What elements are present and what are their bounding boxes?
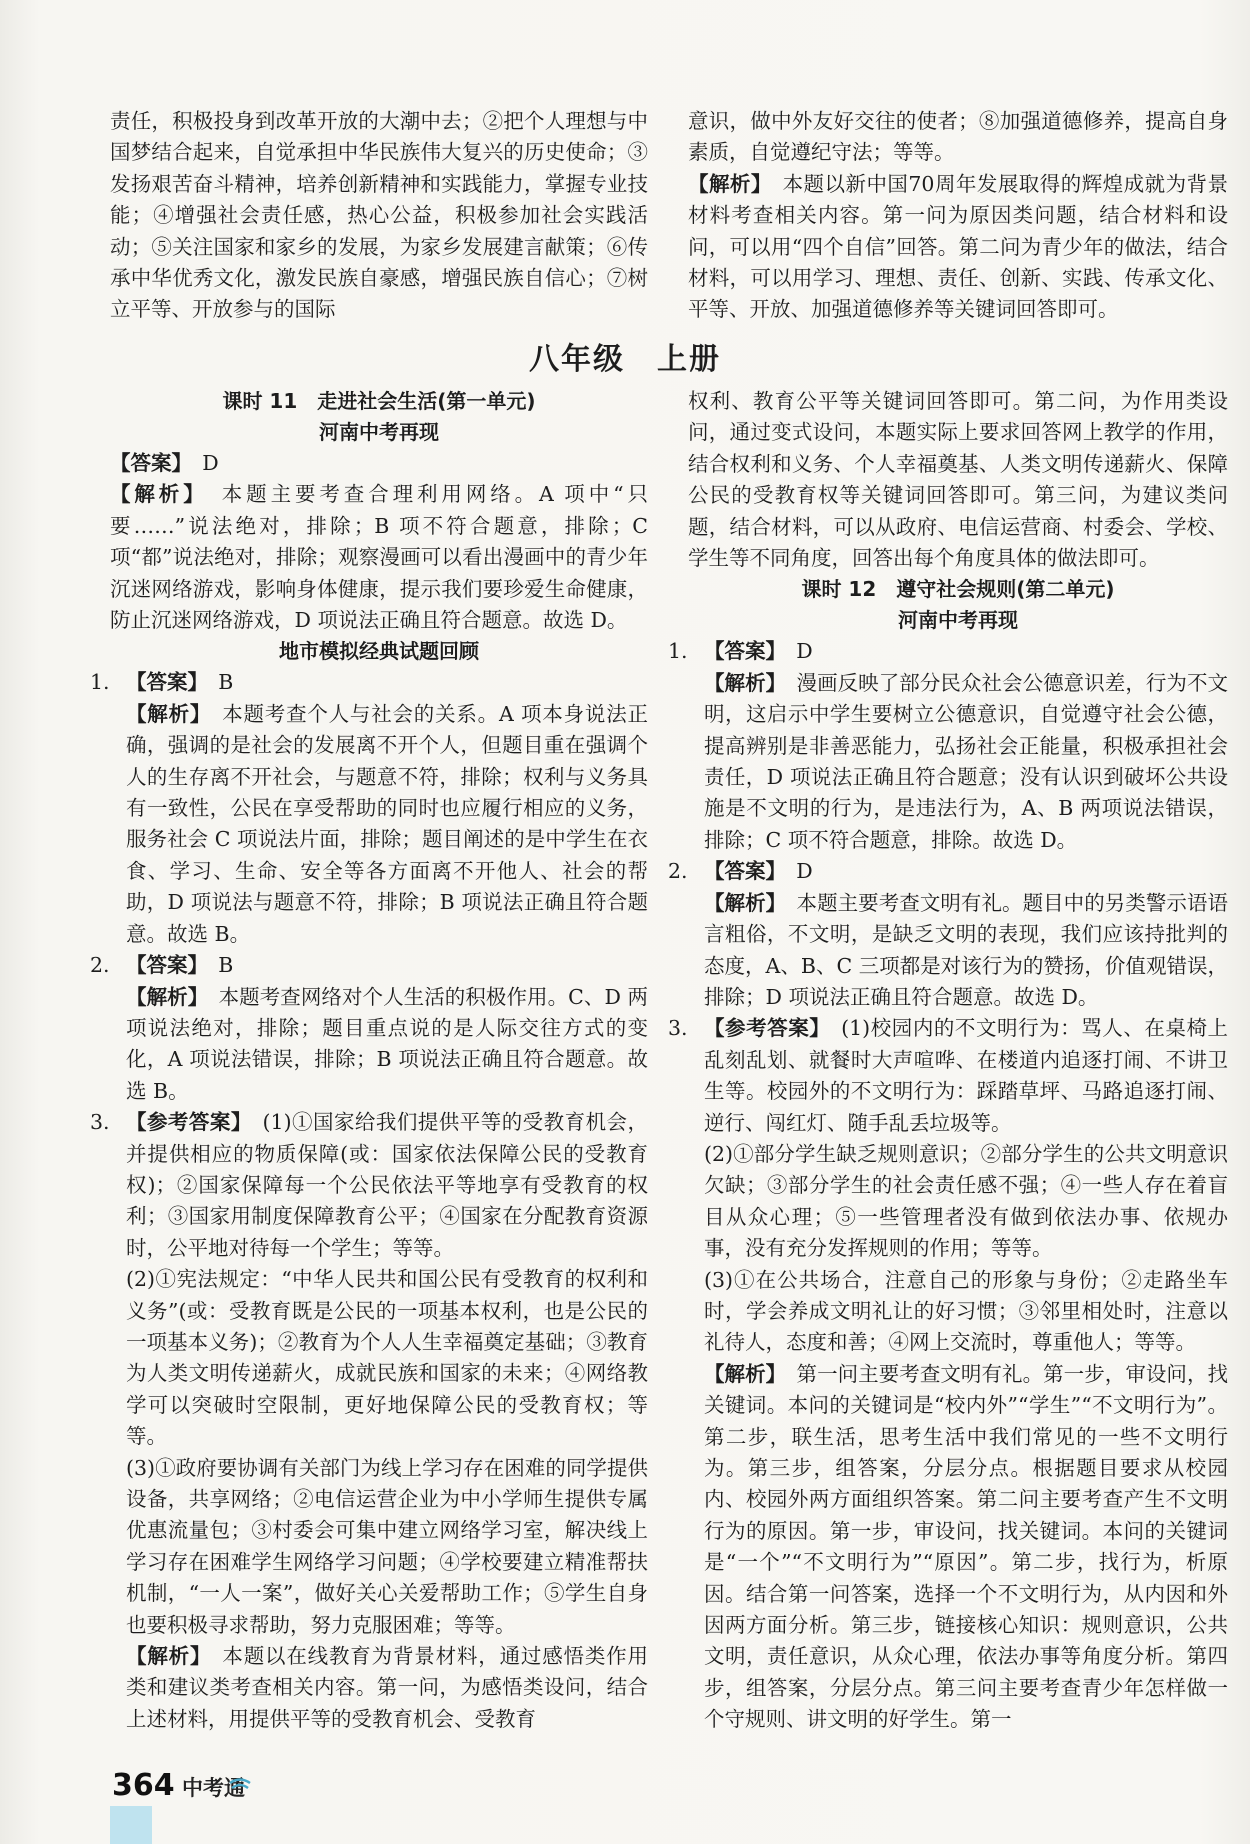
brand-logo-icon xyxy=(229,1774,251,1792)
footer-color-tab xyxy=(110,1806,152,1844)
lesson-12-title: 课时 12 遵守社会规则(第二单元) xyxy=(801,577,1115,602)
answer-label: 【答案】 xyxy=(126,670,198,695)
explanation-label: 【解析】 xyxy=(704,1361,776,1386)
question-number: 2. xyxy=(90,953,110,978)
question-1 xyxy=(668,636,1229,856)
question-2 xyxy=(90,950,649,1107)
explanation-text: 第一问主要考查文明有礼。第一步，审设问，找关键词。本问的关键词是“校内外”“学生”“不文明行为”。第二步，联生活，思考生活中我们常见的一些不文明行为。第三步，组答案，分层分点。根据题目要求从校园内、校园外两方面组织答案。第二问主要考查产生不文明行为的原因。第一步，审设问，找关键词。本问的关键词是“一个”“不文明行为”“原因”。第二步，找行为，析原因。结合第一问答案，选择一个不文明行为，从内因和外因两方面分析。第三步，链接核心知识：规则意识，公共文明，责任意识，从众心理，依法办事等角度分析。第四步，组答案，分层分点。第三问主要考查青少年怎样做一个守规则、讲文明的好学生。第一 xyxy=(704,1361,1229,1732)
question-1 xyxy=(90,667,649,950)
explanation-text: 本题以在线教育为背景材料，通过感悟类作用类和建议类考查相关内容。第一问，为感悟类设问，结合上述材料，用提供平等的受教育机会、受教育 xyxy=(126,1644,649,1731)
answer-value: D xyxy=(796,639,813,664)
answer-part-3: (3)①在公共场合，注意自己的形象与身份；②走路坐车时，学会养成文明礼让的好习惯；③邻里相处时，注意以礼待人，态度和善；④网上交流时，尊重他人；等等。 xyxy=(704,1267,1228,1355)
answer-value: D xyxy=(796,859,813,884)
lesson-11-title: 课时 11 走进社会生活(第一单元) xyxy=(222,389,536,413)
mock-exam-heading: 地市模拟经典试题回顾 xyxy=(279,639,479,664)
explanation-label: 【解析】 xyxy=(126,984,199,1009)
explanation-text: 本题主要考查文明有礼。题目中的另类警示语语言粗俗，不文明，是缺乏文明的表现，我们应该持批判的态度，A、B、C 三项都是对该行为的赞扬，价值观错误，排除；D 项说法正确且符合题意。故选 D。 xyxy=(704,890,1229,1009)
answer-part-2: (2)①宪法规定：“中华人民共和国公民有受教育的权利和义务”(或：受教育既是公民的一项基本权利，也是公民的一项基本义务)；②教育为个人人生幸福奠定基础；③教育为人类文明传递薪火，成就民族和国家的未来；④网络教学可以突破时空限制，更好地保障公民的受教育权；等等。 xyxy=(126,1267,648,1449)
question-number: 3. xyxy=(90,1110,110,1135)
answer-value: D xyxy=(202,451,219,475)
right-top-continuation xyxy=(688,106,1228,326)
reference-answer-label: 【参考答案】 xyxy=(126,1110,242,1135)
page-number: 364 xyxy=(112,1768,175,1803)
question-3 xyxy=(668,1013,1229,1735)
right-column xyxy=(668,386,1229,1736)
answer-value: B xyxy=(218,670,234,695)
reference-answer-label: 【参考答案】 xyxy=(704,1016,821,1041)
question-number: 1. xyxy=(668,639,688,664)
answer-part-2: (2)①部分学生缺乏规则意识；②部分学生的公共文明意识欠缺；③部分学生的社会责任感不强；④一些人存在着盲目从众心理；⑤一些管理者没有做到依法办事、依规办事，没有充分发挥规则的作用；等等。 xyxy=(704,1141,1228,1261)
answer-part-1: (1)①国家给我们提供平等的受教育机会，并提供相应的物质保障(或：国家依法保障公民的受教育权)；②国家保障每一个公民依法平等地享有受教育的权利；③国家用制度保障教育公平；④国家在分配教育资源时，公平地对待每一个学生；等等。 xyxy=(126,1110,649,1260)
explanation-text: 漫画反映了部分民众社会公德意识差，行为不文明，这启示中学生要树立公德意识，自觉遵守社会公德，提高辨别是非善恶能力，弘扬社会正能量，积极承担社会责任，D 项说法正确且符合题意；没有认识到破坏公共设施是不文明的行为，是违法行为，A、B 两项说法错误，排除；C 项不符合题意，排除。故选 D。 xyxy=(704,670,1229,852)
explanation-label: 【解析】 xyxy=(704,670,776,695)
answer-part-1: (1)校园内的不文明行为：骂人、在桌椅上乱刻乱划、就餐时大声喧哗、在楼道内追逐打闹、不讲卫生等。校园外的不文明行为：踩踏草坪、马路追逐打闹、逆行、闯红灯、随手乱丢垃圾等。 xyxy=(704,1016,1229,1135)
answer-label: 【答案】 xyxy=(110,451,182,475)
explanation-text: 本题考查个人与社会的关系。A 项本身说法正确，强调的是社会的发展离不开个人，但题目重在强调个人的生存离不开社会，与题意不符，排除；权利与义务具有一致性，公民在享受帮助的同时也应履行相应的义务，服务社会 C 项说法片面，排除；题目阐述的是中学生在衣食、学习、生命、安全等各方面离不开他人、社会的帮助，D 项说法与题意不符，排除；B 项说法正确且符合题意。故选 B。 xyxy=(126,701,649,946)
answer-label: 【答案】 xyxy=(704,639,776,664)
left-column xyxy=(90,386,649,1735)
question-number: 1. xyxy=(90,670,110,695)
question-3 xyxy=(90,1107,649,1735)
answer-line xyxy=(110,448,648,479)
explanation-label: 【解析】 xyxy=(126,701,201,726)
left-top-continuation xyxy=(110,106,648,326)
question-2 xyxy=(668,856,1229,1013)
henan-exam-heading: 河南中考再现 xyxy=(898,608,1018,633)
continued-answer-end: 意识，做中外友好交往的使者；⑧加强道德修养，提高自身素质，自觉遵纪守法；等等。 xyxy=(688,109,1228,165)
explanation-text: 本题以新中国70周年发展取得的辉煌成就为背景材料考查相关内容。第一问为原因类问题，结合材料和设问，可以用“四个自信”回答。第二问为青少年的做法，结合材料，可以用学习、理想、责任、创新、实践、传承文化、平等、开放、加强道德修养等关键词回答即可。 xyxy=(688,171,1229,322)
section-title: 八年级 上册 xyxy=(529,342,721,377)
explanation-label: 【解析】 xyxy=(704,890,776,915)
answer-label: 【答案】 xyxy=(704,859,776,884)
answer-label: 【答案】 xyxy=(126,953,198,978)
explanation-paragraph xyxy=(688,169,1228,326)
explanation-continuation: 权利、教育公平等关键词回答即可。第二问，为作用类设问，通过变式设问，本题实际上要求回答网上教学的作用，结合权利和义务、个人幸福奠基、人类文明传递薪火、保障公民的受教育权等关键词回答即可。第三问，为建议类问题，结合材料，可以从政府、电信运营商、村委会、学校、学生等不同角度，回答出每个角度具体的做法即可。 xyxy=(688,389,1228,571)
brand-name: 中考通 xyxy=(182,1776,245,1800)
answer-value: B xyxy=(218,953,234,978)
explanation-paragraph xyxy=(110,479,648,636)
answer-part-3: (3)①政府要协调有关部门为线上学习存在困难的同学提供设备，共享网络；②电信运营企业为中小学师生提供专属优惠流量包；③村委会可集中建立网络学习室，解决线上学习存在困难学生网络学习问题；④学校要建立精准帮扶机制，“一人一案”，做好关心关爱帮助工作；⑤学生自身也要积极寻求帮助，努力克服困难；等等。 xyxy=(126,1455,648,1637)
explanation-text: 本题主要考查合理利用网络。A 项中“只要……”说法绝对，排除；B 项不符合题意，排除；C 项“都”说法绝对，排除；观察漫画可以看出漫画中的青少年沉迷网络游戏，影响身体健康，提示我们要珍爱生命健康，防止沉迷网络游戏，D 项说法正确且符合题意。故选 D。 xyxy=(110,482,648,633)
henan-exam-heading: 河南中考再现 xyxy=(319,420,439,444)
explanation-label: 【解析】 xyxy=(688,171,762,196)
continued-answer-text: 责任，积极投身到改革开放的大潮中去；②把个人理想与中国梦结合起来，自觉承担中华民族伟大复兴的历史使命；③发扬艰苦奋斗精神，培养创新精神和实践能力，掌握专业技能；④增强社会责任感，热心公益，积极参加社会实践活动；⑤关注国家和家乡的发展，为家乡发展建言献策；⑥传承中华优秀文化，激发民族自豪感，增强民族自信心；⑦树立平等、开放参与的国际 xyxy=(110,109,648,322)
explanation-label: 【解析】 xyxy=(126,1644,202,1669)
question-number: 3. xyxy=(668,1016,688,1041)
explanation-text: 本题考查网络对个人生活的积极作用。C、D 两项说法绝对，排除；题目重点说的是人际交往方式的变化，A 项说法错误，排除；B 项说法正确且符合题意。故选 B。 xyxy=(126,984,649,1103)
question-number: 2. xyxy=(668,859,688,884)
explanation-label: 【解析】 xyxy=(110,482,198,507)
